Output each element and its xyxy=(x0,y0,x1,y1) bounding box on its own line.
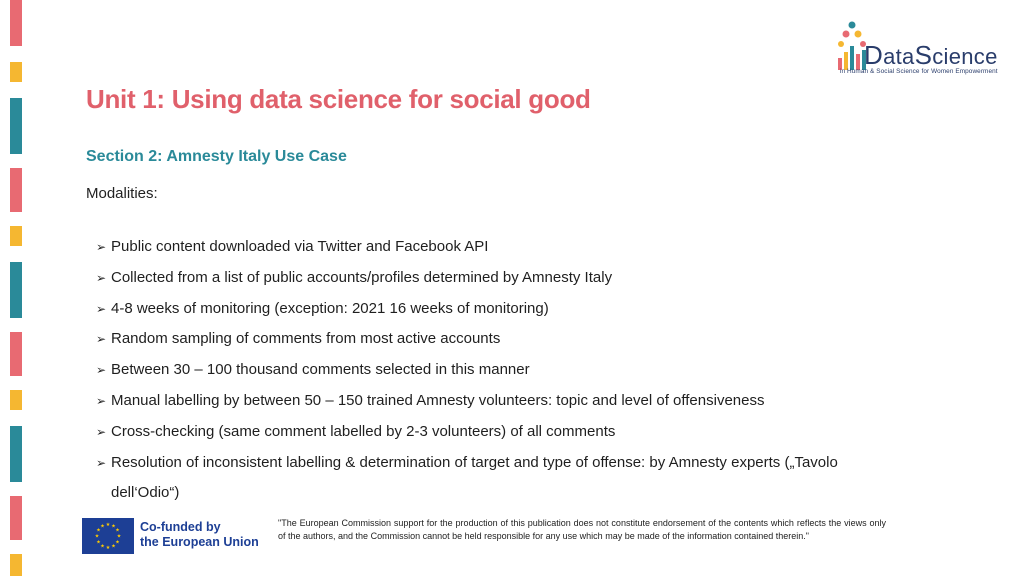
section-heading: Section 2: Amnesty Italy Use Case xyxy=(86,148,347,165)
arrow-bullet-icon: ➢ xyxy=(96,240,107,254)
svg-text:★: ★ xyxy=(94,533,100,540)
stripe-segment xyxy=(10,554,22,576)
stripe-segment xyxy=(10,496,22,540)
stripe-segment xyxy=(10,332,22,376)
svg-text:★: ★ xyxy=(111,523,116,530)
svg-text:★: ★ xyxy=(100,543,105,550)
list-item: ➢ Cross-checking (same comment labelled by 2-3 volunteers) of all comments xyxy=(96,417,896,448)
arrow-bullet-icon: ➢ xyxy=(96,332,107,347)
stripe-segment xyxy=(10,390,22,410)
logo-wordmark: DataScience xyxy=(864,40,998,70)
stripe-segment xyxy=(10,226,22,246)
arrow-bullet-icon: ➢ xyxy=(96,424,107,439)
svg-text:★: ★ xyxy=(105,522,111,528)
slide-title: Unit 1: Using data science for social good xyxy=(86,84,591,114)
list-item: ➢ Between 30 – 100 thousand comments selected in this manner xyxy=(96,355,896,386)
arrow-bullet-icon: ➢ xyxy=(96,455,107,470)
svg-text:★: ★ xyxy=(96,539,101,546)
svg-text:★: ★ xyxy=(116,533,122,540)
stripe-segment xyxy=(10,426,22,482)
svg-text:★: ★ xyxy=(96,527,101,534)
stripe-segment xyxy=(10,262,22,318)
arrow-bullet-icon: ➢ xyxy=(96,301,107,316)
list-item: ➢ Manual labelling by between 50 – 150 trained Amnesty volunteers: topic and level of offensiveness xyxy=(96,386,896,417)
list-item: ➢ Public content downloaded via Twitter and Facebook API xyxy=(96,232,896,263)
arrow-bullet-icon: ➢ xyxy=(96,363,107,378)
svg-text:★: ★ xyxy=(100,523,105,530)
stripe-segment xyxy=(10,0,22,46)
list-item: ➢ Random sampling of comments from most active accounts xyxy=(96,324,896,355)
eu-stars-icon xyxy=(82,518,134,554)
stripe-segment xyxy=(10,62,22,82)
list-item: ➢ Collected from a list of public accounts/profiles determined by Amnesty Italy xyxy=(96,263,896,294)
eu-cofunded-label: Co-funded by the European Union xyxy=(140,520,259,549)
eu-flag-icon xyxy=(82,518,134,554)
svg-text:★: ★ xyxy=(115,539,120,546)
svg-text:★: ★ xyxy=(115,527,120,534)
eu-disclaimer: "The European Commission support for the production of this publication does not constitute endorsement of the contents which reflects the views only of the authors, and the Commission cannot be held responsible for any use which may be made of the information contained therein." xyxy=(278,518,886,541)
modalities-list xyxy=(96,232,896,509)
list-item: ➢ 4-8 weeks of monitoring (exception: 2021 16 weeks of monitoring) xyxy=(96,294,896,325)
stripe-segment xyxy=(10,98,22,154)
logo-tagline: in Human & Social Science for Women Empowerment xyxy=(840,68,998,75)
decorative-side-stripe xyxy=(10,0,22,576)
arrow-bullet-icon: ➢ xyxy=(96,393,107,408)
svg-text:★: ★ xyxy=(105,545,111,551)
svg-text:★: ★ xyxy=(111,543,116,550)
datascience-logo xyxy=(834,20,1014,80)
intro-label: Modalities: xyxy=(86,185,158,202)
stripe-segment xyxy=(10,168,22,212)
list-item: ➢ Resolution of inconsistent labelling & determination of target and type of offense: by Amnesty experts („Tavolo dell‘Odio“) xyxy=(96,448,896,510)
arrow-bullet-icon: ➢ xyxy=(96,270,107,285)
